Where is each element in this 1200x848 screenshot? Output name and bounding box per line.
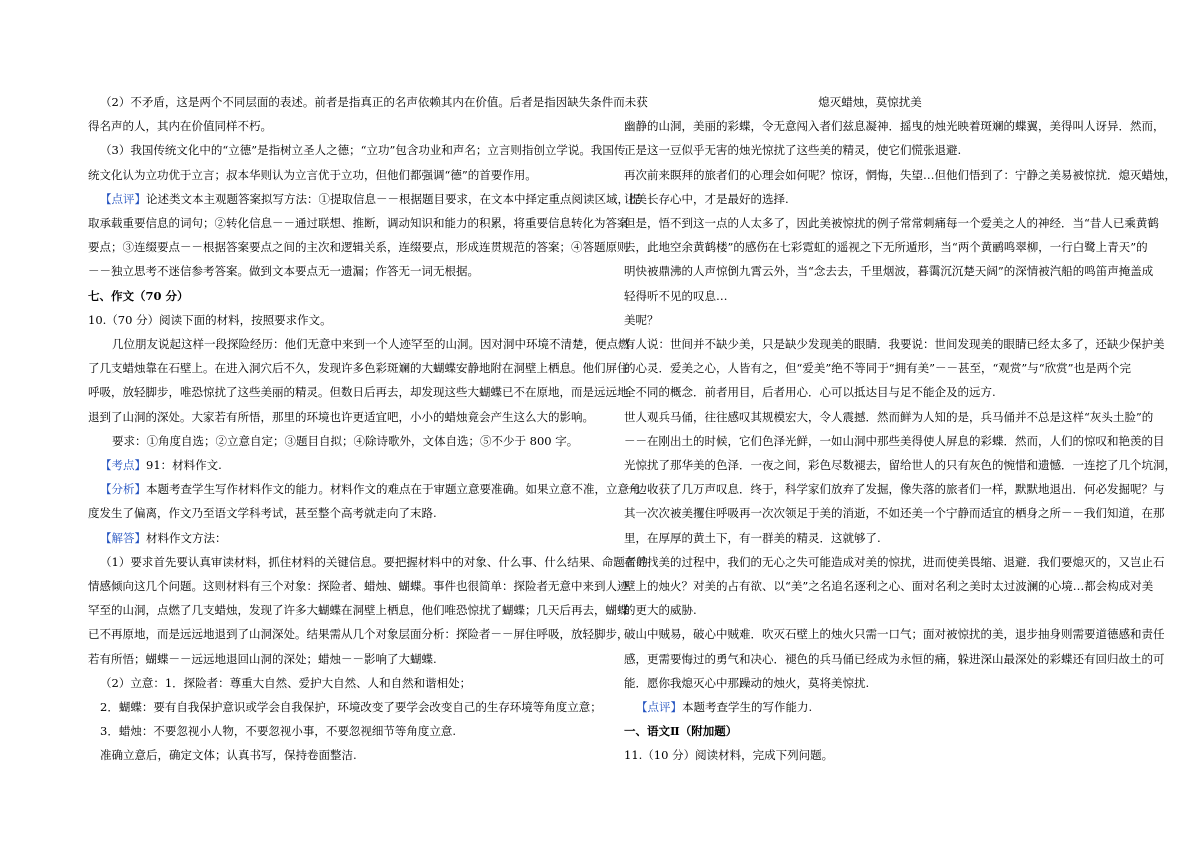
line-text: 光惊扰了那华美的色泽．一夜之间，彩色尽数褪去，留给世人的只有灰色的惋惜和遗憾．一连挖了几个坑洞，	[624, 458, 1176, 473]
annotation-tag: 【考点】	[100, 458, 146, 473]
left-text-line	[88, 90, 648, 114]
right-text-line	[624, 138, 1116, 162]
right-text-line	[624, 719, 1116, 743]
line-text: 得名声的人，其内在价值同样不朽。	[88, 119, 272, 134]
left-text-line	[88, 429, 588, 453]
left-text-line	[88, 114, 588, 138]
line-text: 91：材料作文.	[146, 458, 222, 473]
line-text: 罕至的山洞，点燃了几支蜡烛，发现了许多大蝴蝶在洞壁上栖息，他们唯恐惊扰了蝴蝶；几天后再去，蝴蝶	[88, 603, 629, 618]
right-text-line	[624, 211, 1159, 235]
line-text: 10.（70 分）阅读下面的材料，按照要求作文。	[88, 312, 332, 327]
line-text: 里，在厚厚的黄土下，有一群美的精灵．这就够了.	[624, 530, 881, 545]
left-text-line	[88, 138, 626, 162]
right-text-line	[624, 550, 1165, 574]
line-text: 了几支蜡烛靠在石壁上。在进入洞穴后不久，发现许多色彩斑斓的大蝴蝶安静地附在洞壁上栖息。他们屏住	[88, 361, 629, 376]
line-text: 本题考查学生写作材料作文的能力。材料作文的难点在于审题立意要准确。如果立意不准，立意角	[146, 482, 641, 497]
line-text: 能．愿你我熄灭心中那躁动的烛火，莫将美惊扰.	[624, 675, 870, 690]
left-text-line	[88, 743, 588, 767]
line-text: 情感倾向这几个问题。这则材料有三个对象：探险者、蜡烛、蝴蝶。事件也很简单：探险者无意中来到人迹	[88, 579, 629, 594]
left-text-line	[88, 405, 594, 429]
right-text-line	[624, 695, 1116, 719]
line-text: －－在刚出土的时候，它们色泽光鲜，一如山洞中那些美得使人屏息的彩蝶．然而，人们的惊叹和艳羡的目	[624, 433, 1165, 448]
line-text: 取承载重要信息的词句；②转化信息－－通过联想、推断，调动知识和能力的积累，将重要信息转化为答案	[88, 216, 629, 231]
line-text: 一边收获了几万声叹息．终于，科学家们放弃了发掘，像失落的旅者们一样，默默地退出．何必发掘呢？与	[624, 482, 1165, 497]
line-text: 的心灵．爱美之心，人皆有之，但“爱美”绝不等同于“拥有美”－－甚至，“观赏”与“欣赏”也是两个完	[624, 361, 1132, 376]
line-text: 但是，悟不到这一点的人太多了，因此美被惊扰的例子常常刺痛每一个爱美之人的神经．当“昔人已乘黄鹤	[624, 216, 1159, 231]
line-text: 幽静的山洞，美丽的彩蝶，令无意闯入者们兹息凝神．摇曳的烛光映着斑斓的蝶翼，美得叫人讶异．然而，	[624, 119, 1165, 134]
left-text-line	[88, 380, 629, 404]
line-text: 几位朋友说起这样一段探险经历：他们无意中来到一个人迹罕至的山洞。因对洞中环境不清楚，便点燃	[112, 337, 630, 352]
line-text: （2）不矛盾，这是两个不同层面的表述。前者是指真正的名声依赖其内在价值。后者是指因缺失条件而未获	[100, 95, 648, 109]
line-text: 本题考查学生的写作能力.	[682, 700, 813, 715]
line-text: 已不再原地，而是远远地退到了山洞深处。结果需从几个对象层面分析：探险者－－屏住呼吸，放轻脚步，	[88, 627, 629, 642]
annotation-tag: 【点评】	[636, 700, 682, 715]
line-text: 一、语文Ⅱ（附加题）	[624, 724, 738, 739]
right-text-line	[624, 356, 1132, 380]
right-text-line	[624, 259, 1154, 283]
left-text-line	[88, 695, 602, 719]
left-text-line	[88, 550, 648, 574]
line-text: 世人观兵马俑，往往感叹其规模宏大，令人震撼．然而鲜为人知的是，兵马俑并不总是这样“灰头土脸”的	[624, 409, 1154, 424]
line-text: 有人说：世间并不缺少美，只是缺少发现美的眼睛．我要说：世间发现美的眼睛已经太多了，还缺少保护美	[624, 337, 1165, 352]
right-text-line	[624, 622, 1165, 646]
left-text-line	[88, 332, 630, 356]
line-text: 要点；③连缀要点－－根据答案要点之间的主次和逻辑关系，连缀要点，形成连贯规范的答案；④答题原则	[88, 240, 629, 255]
line-text: 七、作文（70 分）	[88, 288, 189, 303]
left-text-line	[88, 526, 588, 550]
left-text-line	[88, 187, 641, 211]
line-text: 退到了山洞的深处。大家若有所悟，那里的环境也许更适宜吧，小小的蜡烛竟会产生这么大的影响。	[88, 409, 594, 424]
right-text-line	[624, 647, 1165, 671]
left-text-line	[88, 671, 588, 695]
annotation-tag: 【点评】	[100, 191, 146, 206]
right-text-line	[624, 477, 1165, 501]
left-text-line	[88, 284, 588, 308]
left-text-line	[88, 211, 629, 235]
right-column	[624, 90, 1176, 768]
line-text: 论述类文本主观题答案拟写方法：①提取信息－－根据题目要求，在文本中择定重点阅读区域，提	[146, 191, 641, 206]
line-text: 明快被鼎沸的人声惊倒九霄云外，当“念去去，千里烟波，暮霭沉沉楚天阔”的深情被汽船的鸣笛声掩盖成	[624, 264, 1154, 279]
left-text-line	[88, 356, 629, 380]
line-text: （1）要求首先要认真审读材料，抓住材料的关键信息。要把握材料中的对象、什么事、什么结果、命题者的	[100, 554, 648, 569]
right-text-line	[624, 526, 1116, 550]
line-text: 3．蜡烛：不要忽视小人物，不要忽视小事，不要忽视细节等角度立意.	[100, 724, 456, 739]
line-text: 准确立意后，确定文体；认真书写，保持卷面整洁.	[100, 748, 357, 763]
left-text-line	[88, 308, 588, 332]
left-text-line	[88, 622, 629, 646]
line-text: 壁上的烛火？对美的占有欲、以“美”之名追名逐利之心、面对名利之美时太过波澜的心境…都会构成对美	[624, 579, 1154, 594]
line-text: 去，此地空余黄鹤楼”的感伤在七彩霓虹的遥视之下无所遁形，当“两个黄鹂鸣翠柳，一行白鹭上青天”的	[624, 240, 1148, 255]
line-text: 让美长存心中，才是最好的选择.	[624, 191, 789, 206]
left-text-line	[88, 647, 588, 671]
line-text: 其一次次被美攫住呼吸再一次次领足于美的消逝，不如还美一个宁静而适宜的栖身之所－－我们知道，在那	[624, 506, 1165, 521]
left-text-line	[88, 477, 641, 501]
line-text: －－独立思考不迷信参考答案。做到文本要点无一遗漏；作答无一词无根据。	[88, 264, 479, 279]
line-text: 再次前来瞑拜的旅者们的心理会如何呢？惊讶，惘悔，失望…但他们悟到了：宁静之美易被惊扰．熄灭蜡烛，	[624, 167, 1176, 182]
right-text-line	[624, 332, 1165, 356]
right-text-line	[624, 380, 1116, 404]
line-text: 若有所悟；蝴蝶－－远远地退回山洞的深处；蜡烛－－影响了大蝴蝶.	[88, 651, 437, 666]
line-text: 全不同的概念．前者用目，后者用心．心可以抵达目与足不能企及的远方.	[624, 385, 996, 400]
left-text-line	[88, 163, 588, 187]
right-text-line	[624, 235, 1148, 259]
right-text-line	[624, 743, 1116, 767]
line-text: 统文化认为立功优于立言；叔本华则认为立言优于立功，但他们都强调“德”的首要作用。	[88, 167, 537, 182]
line-text: 正是这一豆似乎无害的烛光惊扰了这些美的精灵，使它们慌张退避.	[624, 143, 962, 158]
line-text: 11.（10 分）阅读材料，完成下列问题。	[624, 748, 834, 763]
right-text-line	[624, 284, 1116, 308]
right-text-line	[624, 187, 1116, 211]
left-text-line	[88, 574, 629, 598]
annotation-tag: 【解答】	[100, 530, 146, 545]
right-text-line	[624, 114, 1165, 138]
annotation-tag: 【分析】	[100, 482, 146, 497]
line-text: （3）我国传统文化中的“立德”是指树立圣人之德；“立功”包含功业和声名；立言则指创立学说。我国传	[100, 143, 626, 158]
right-text-line	[624, 574, 1154, 598]
line-text: 要求：①角度自选；②立意自定；③题目自拟；④除诗歌外，文体自选；⑤不少于 800 字。	[112, 433, 579, 448]
left-text-line	[88, 719, 588, 743]
line-text: 在寻找美的过程中，我们的无心之失可能造成对美的惊扰，进而使美畏缩、退避．我们要熄灭的，又岂止石	[624, 554, 1165, 569]
line-text: 材料作文方法：	[146, 530, 227, 545]
line-text: 破山中贼易，破心中贼难．吹灭石壁上的烛火只需一口气；面对被惊扰的美，退步抽身则需要道德感和责任	[624, 627, 1165, 642]
line-text: 的更大的威胁.	[624, 603, 697, 618]
left-text-line	[88, 453, 588, 477]
line-text: 轻得听不见的叹息…	[624, 288, 728, 303]
line-text: 美呢？	[624, 312, 659, 327]
right-text-line	[624, 405, 1154, 429]
left-text-line	[88, 235, 629, 259]
line-text: 熄灭蜡烛，莫惊扰美	[818, 95, 922, 109]
right-text-line	[624, 501, 1165, 525]
right-text-line	[624, 163, 1176, 187]
line-text: 度发生了偏离，作文乃至语文学科考试，甚至整个高考就走向了末路.	[88, 506, 437, 521]
right-text-line	[624, 671, 1116, 695]
right-text-line	[624, 598, 1116, 622]
right-text-line	[624, 308, 1116, 332]
line-text: 感，更需要悔过的勇气和决心．褪色的兵马俑已经成为永恒的痛，躲进深山最深处的彩蝶还有回归故土的可	[624, 651, 1165, 666]
left-text-line	[88, 501, 588, 525]
right-text-line	[624, 429, 1165, 453]
left-text-line	[88, 259, 588, 283]
right-text-line	[624, 90, 1116, 114]
right-text-line	[624, 453, 1176, 477]
line-text: 2．蝴蝶：要有自我保护意识或学会自我保护，环境改变了要学会改变自己的生存环境等角度立意；	[100, 700, 602, 715]
line-text: （2）立意：1．探险者：尊重大自然、爱护大自然、人和自然和谐相处；	[100, 675, 472, 690]
left-text-line	[88, 598, 629, 622]
line-text: 呼吸，放轻脚步，唯恐惊扰了这些美丽的精灵。但数日后再去，却发现这些大蝴蝶已不在原地，而是远远地	[88, 385, 629, 400]
